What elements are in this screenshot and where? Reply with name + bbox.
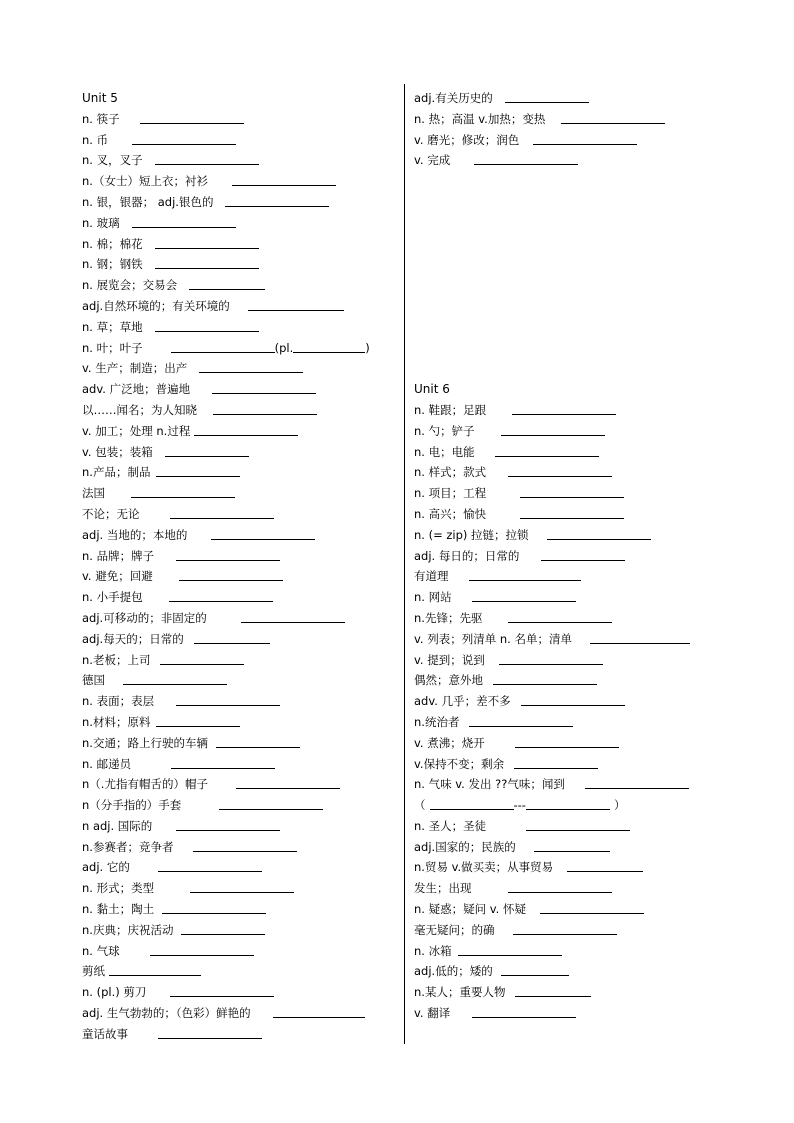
column-divider xyxy=(404,84,405,1044)
vocab-row xyxy=(82,338,398,359)
answer-blank[interactable] xyxy=(189,275,265,290)
answer-blank[interactable] xyxy=(567,857,643,872)
spacer xyxy=(414,171,730,192)
answer-blank[interactable] xyxy=(211,525,315,540)
vocab-prompt: adj.低的；矮的 xyxy=(414,964,493,979)
vocab-prompt: n. 叶；叶子 xyxy=(82,340,143,355)
vocab-row xyxy=(82,961,398,982)
answer-blank[interactable] xyxy=(469,566,581,581)
spacer xyxy=(414,254,730,275)
vocab-prompt: v. 加工；处理 n.过程 xyxy=(82,423,191,438)
spacer xyxy=(414,192,730,213)
vocab-prompt: n. 气味 v. 发出 ??气味；闻到 xyxy=(414,777,565,792)
vocab-row xyxy=(82,504,398,525)
spacer xyxy=(414,213,730,234)
answer-blank[interactable] xyxy=(561,109,665,124)
plural-blank[interactable] xyxy=(293,338,365,353)
answer-blank[interactable] xyxy=(212,379,316,394)
vocab-prompt: adj.每天的；日常的 xyxy=(82,631,184,646)
vocab-row xyxy=(414,462,730,483)
vocab-row xyxy=(82,754,398,775)
vocab-row xyxy=(414,566,730,587)
vocab-row xyxy=(82,421,398,442)
answer-blank[interactable] xyxy=(472,587,576,602)
answer-blank[interactable] xyxy=(193,837,297,852)
vocab-prompt: v. 翻译 xyxy=(414,1006,451,1021)
vocab-row xyxy=(414,795,730,816)
vocab-prompt: n. 筷子 xyxy=(82,111,120,126)
vocab-row xyxy=(414,878,730,899)
vocab-prompt: n. 冰箱 xyxy=(414,943,452,958)
vocab-row xyxy=(82,254,398,275)
vocab-row xyxy=(82,608,398,629)
vocab-row xyxy=(414,421,730,442)
vocab-prompt: n.庆典；庆祝活动 xyxy=(82,922,174,937)
answer-blank[interactable] xyxy=(109,961,201,976)
vocab-row xyxy=(82,837,398,858)
answer-blank[interactable] xyxy=(156,712,240,727)
vocab-prompt: n. 棉；棉花 xyxy=(82,236,143,251)
vocab-row xyxy=(82,109,398,130)
vocab-row xyxy=(82,920,398,941)
vocab-row xyxy=(414,733,730,754)
answer-blank[interactable] xyxy=(590,629,690,644)
answer-blank[interactable] xyxy=(512,400,616,415)
vocab-row xyxy=(414,504,730,525)
answer-blank[interactable] xyxy=(155,254,259,269)
spacer xyxy=(414,234,730,255)
plural-label: (pl. xyxy=(274,340,294,355)
vocab-row xyxy=(414,941,730,962)
vocab-row xyxy=(414,150,730,171)
vocab-row xyxy=(414,774,730,795)
vocab-prompt: n. 形式；类型 xyxy=(82,881,155,896)
vocab-prompt: n. 样式；款式 xyxy=(414,465,487,480)
vocab-prompt: 德国 xyxy=(82,673,105,688)
spacer xyxy=(414,317,730,338)
vocab-prompt: n. 黏土；陶土 xyxy=(82,902,155,917)
vocab-prompt: adj. 每日的；日常的 xyxy=(414,548,520,563)
vocab-prompt: 偶然；意外地 xyxy=(414,673,483,688)
vocab-row xyxy=(82,774,398,795)
vocab-prompt: n.参赛者；竞争者 xyxy=(82,839,174,854)
vocab-row xyxy=(82,982,398,1003)
vocab-prompt: n. 草；草地 xyxy=(82,319,143,334)
answer-blank[interactable] xyxy=(176,816,280,831)
vocab-row xyxy=(82,691,398,712)
vocab-prompt: 童话故事 xyxy=(82,1026,128,1041)
vocab-row xyxy=(414,442,730,463)
answer-blank[interactable] xyxy=(132,213,236,228)
vocab-row xyxy=(82,670,398,691)
answer-blank[interactable] xyxy=(162,899,266,914)
vocab-row xyxy=(414,899,730,920)
spacer xyxy=(414,296,730,317)
vocab-row xyxy=(82,462,398,483)
vocab-prompt: n. 叉，叉子 xyxy=(82,153,143,168)
answer-blank[interactable] xyxy=(171,754,275,769)
vocab-row xyxy=(414,691,730,712)
answer-blank[interactable] xyxy=(508,878,612,893)
vocab-row xyxy=(82,358,398,379)
vocab-row xyxy=(414,754,730,775)
vocab-prompt: adj.可移动的；非固定的 xyxy=(82,610,207,625)
answer-blank[interactable] xyxy=(474,150,578,165)
spacer xyxy=(414,275,730,296)
answer-blank[interactable] xyxy=(232,171,336,186)
vocab-prompt: 不论；无论 xyxy=(82,506,140,521)
vocab-row xyxy=(414,109,730,130)
paren-sep: --- xyxy=(513,798,526,813)
vocab-row xyxy=(414,920,730,941)
answer-blank[interactable] xyxy=(170,504,274,519)
vocab-prompt: n. 项目；工程 xyxy=(414,486,487,501)
plural-close: ) xyxy=(365,340,370,355)
answer-blank[interactable] xyxy=(533,130,637,145)
answer-blank[interactable] xyxy=(520,483,624,498)
vocab-prompt: n.某人；重要人物 xyxy=(414,985,506,1000)
vocab-row xyxy=(82,1003,398,1024)
vocab-row xyxy=(82,213,398,234)
vocab-row xyxy=(82,629,398,650)
vocab-prompt: n（.尤指有帽舌的）帽子 xyxy=(82,777,208,792)
vocab-prompt: n. 气球 xyxy=(82,943,120,958)
vocab-row xyxy=(82,816,398,837)
answer-blank[interactable] xyxy=(150,941,254,956)
vocab-row xyxy=(414,546,730,567)
vocab-prompt: n. 银，银器； adj.银色的 xyxy=(82,194,214,209)
answer-blank[interactable] xyxy=(508,462,612,477)
vocab-row xyxy=(82,317,398,338)
vocab-row xyxy=(82,379,398,400)
vocab-row xyxy=(82,733,398,754)
vocab-row xyxy=(414,130,730,151)
answer-blank[interactable] xyxy=(508,608,612,623)
answer-blank[interactable] xyxy=(469,712,573,727)
vocab-prompt: v. 完成 xyxy=(414,153,451,168)
answer-blank[interactable] xyxy=(495,442,599,457)
vocab-prompt: 以……闻名；为人知晓 xyxy=(82,402,197,417)
answer-blank[interactable] xyxy=(541,546,625,561)
vocab-prompt: v. 避免；回避 xyxy=(82,569,153,584)
vocab-prompt: adj.有关历史的 xyxy=(414,91,493,105)
vocab-row xyxy=(414,712,730,733)
vocab-prompt: adj. 生气勃勃的；（色彩）鲜艳的 xyxy=(82,1006,251,1021)
vocab-row xyxy=(82,587,398,608)
answer-blank[interactable] xyxy=(158,1024,262,1039)
answer-blank[interactable] xyxy=(534,837,610,852)
vocab-prompt: n.老板；上司 xyxy=(82,652,151,667)
vocab-prompt: n. 玻璃 xyxy=(82,215,120,230)
vocab-prompt: n.统治者 xyxy=(414,714,460,729)
vocab-prompt: n. 展览会；交易会 xyxy=(82,278,178,293)
answer-blank[interactable] xyxy=(505,88,589,103)
vocab-row xyxy=(82,795,398,816)
answer-blank[interactable] xyxy=(236,774,340,789)
vocab-row xyxy=(82,525,398,546)
vocab-prompt: n. 热；高温 v.加热；变热 xyxy=(414,111,546,126)
vocab-row xyxy=(414,837,730,858)
vocab-prompt: n.贸易 v.做买卖；从事贸易 xyxy=(414,860,554,875)
vocab-row xyxy=(82,483,398,504)
vocab-prompt: 发生；出现 xyxy=(414,881,472,896)
answer-blank[interactable] xyxy=(540,899,644,914)
vocab-row xyxy=(82,650,398,671)
spacer xyxy=(414,338,730,359)
answer-blank[interactable] xyxy=(526,816,630,831)
unit5-title: Unit 5 xyxy=(82,91,118,105)
vocab-row xyxy=(82,192,398,213)
answer-blank[interactable] xyxy=(472,1003,576,1018)
vocab-row xyxy=(82,857,398,878)
vocab-prompt: adj.国家的；民族的 xyxy=(414,839,516,854)
vocab-prompt: n. 钢；钢铁 xyxy=(82,257,143,272)
answer-blank[interactable] xyxy=(132,130,236,145)
answer-blank[interactable] xyxy=(216,733,300,748)
vocab-row xyxy=(82,1024,398,1045)
vocab-prompt: n. 勺；铲子 xyxy=(414,423,475,438)
answer-blank[interactable] xyxy=(169,587,273,602)
answer-blank[interactable] xyxy=(155,150,259,165)
answer-blank[interactable] xyxy=(160,650,244,665)
left-column xyxy=(82,88,398,1045)
vocab-prompt: v. 磨光；修改；润色 xyxy=(414,132,520,147)
vocab-prompt: adv. 广泛地；普遍地 xyxy=(82,382,191,397)
answer-blank[interactable] xyxy=(155,317,259,332)
vocab-prompt: n.（女士）短上衣；衬衫 xyxy=(82,174,208,189)
vocab-prompt: adj. 它的 xyxy=(82,860,130,875)
vocab-prompt: n. (pl.) 剪刀 xyxy=(82,985,147,1000)
answer-blank[interactable] xyxy=(176,546,280,561)
vocab-prompt: adv. 几乎；差不多 xyxy=(414,694,511,709)
vocab-row xyxy=(414,961,730,982)
vocab-prompt: adj.自然环境的；有关环境的 xyxy=(82,298,230,313)
vocab-prompt: n. 网站 xyxy=(414,590,452,605)
vocab-row xyxy=(82,899,398,920)
vocab-row xyxy=(82,150,398,171)
vocab-row xyxy=(414,650,730,671)
answer-blank[interactable] xyxy=(170,982,274,997)
vocab-prompt: n. 高兴；愉快 xyxy=(414,506,487,521)
answer-blank[interactable] xyxy=(499,650,603,665)
vocab-prompt: n.先锋；先驱 xyxy=(414,610,483,625)
vocab-row xyxy=(82,878,398,899)
answer-blank[interactable] xyxy=(515,733,619,748)
vocab-prompt: v. 生产；制造；出产 xyxy=(82,361,188,376)
vocab-row xyxy=(414,88,730,109)
vocab-prompt: adj. 当地的；本地的 xyxy=(82,527,188,542)
vocab-row xyxy=(414,982,730,1003)
paren-blank-2[interactable] xyxy=(526,795,610,810)
answer-blank[interactable] xyxy=(158,857,262,872)
vocab-prompt: n. 表面；表层 xyxy=(82,694,155,709)
vocab-prompt: n. 邮递员 xyxy=(82,756,132,771)
vocab-row xyxy=(82,400,398,421)
answer-blank[interactable] xyxy=(219,795,323,810)
answer-blank[interactable] xyxy=(514,754,598,769)
vocab-row xyxy=(82,712,398,733)
vocab-row xyxy=(82,234,398,255)
vocab-prompt: v. 煮沸；烧开 xyxy=(414,735,485,750)
answer-blank[interactable] xyxy=(501,961,569,976)
answer-blank[interactable] xyxy=(513,920,617,935)
answer-blank[interactable] xyxy=(179,566,283,581)
answer-blank[interactable] xyxy=(131,483,235,498)
answer-blank[interactable] xyxy=(225,192,329,207)
vocab-row xyxy=(414,1003,730,1024)
vocab-row xyxy=(414,629,730,650)
vocab-prompt: n. 鞋跟；足跟 xyxy=(414,402,487,417)
vocab-row xyxy=(82,130,398,151)
vocab-prompt: n. 电；电能 xyxy=(414,444,475,459)
answer-blank[interactable] xyxy=(155,234,259,249)
vocab-row xyxy=(82,296,398,317)
answer-blank[interactable] xyxy=(140,109,244,124)
vocab-row xyxy=(414,400,730,421)
paren-open: （ xyxy=(414,798,426,813)
answer-blank[interactable] xyxy=(547,525,651,540)
vocab-prompt: 有道理 xyxy=(414,569,449,584)
answer-blank[interactable] xyxy=(199,358,303,373)
answer-blank[interactable] xyxy=(165,442,249,457)
vocab-row xyxy=(82,566,398,587)
vocab-row xyxy=(414,816,730,837)
answer-blank[interactable] xyxy=(521,691,625,706)
vocab-prompt: n adj. 国际的 xyxy=(82,818,153,833)
vocab-prompt: n.交通；路上行驶的车辆 xyxy=(82,735,208,750)
answer-blank[interactable] xyxy=(194,629,270,644)
vocab-prompt: v. 包装；装箱 xyxy=(82,444,153,459)
answer-blank[interactable] xyxy=(520,504,624,519)
vocab-row xyxy=(414,670,730,691)
vocab-row xyxy=(414,525,730,546)
right-column xyxy=(414,88,730,1024)
vocab-prompt: n. 圣人；圣徒 xyxy=(414,818,487,833)
answer-blank[interactable] xyxy=(190,878,294,893)
answer-blank[interactable] xyxy=(493,670,597,685)
vocab-row xyxy=(82,546,398,567)
vocab-prompt: n.产品；制品 xyxy=(82,465,151,480)
vocab-prompt: n. (= zip) 拉链；拉锁 xyxy=(414,527,529,542)
vocab-row xyxy=(414,483,730,504)
answer-blank[interactable] xyxy=(248,296,344,311)
vocab-row xyxy=(82,275,398,296)
answer-blank[interactable] xyxy=(123,670,227,685)
vocab-row xyxy=(82,171,398,192)
unit6-title: Unit 6 xyxy=(414,382,450,397)
vocab-prompt: 剪纸 xyxy=(82,964,105,979)
vocab-prompt: v.保持不变；剩余 xyxy=(414,756,505,771)
vocab-prompt: n（分手指的）手套 xyxy=(82,798,182,813)
vocab-prompt: n. 小手提包 xyxy=(82,590,143,605)
answer-blank[interactable] xyxy=(585,774,689,789)
vocab-prompt: n. 品牌；牌子 xyxy=(82,548,155,563)
answer-blank[interactable] xyxy=(501,421,605,436)
vocab-prompt: n.材料；原料 xyxy=(82,714,151,729)
answer-blank[interactable] xyxy=(194,421,298,436)
vocab-prompt: n. 疑惑；疑问 v. 怀疑 xyxy=(414,902,526,917)
answer-blank[interactable] xyxy=(273,1003,365,1018)
vocab-row xyxy=(414,857,730,878)
vocab-row xyxy=(414,587,730,608)
answer-blank[interactable] xyxy=(156,462,240,477)
answer-blank[interactable] xyxy=(181,920,265,935)
answer-blank[interactable] xyxy=(515,982,591,997)
vocab-prompt: v. 提到；说到 xyxy=(414,652,485,667)
answer-blank[interactable] xyxy=(241,608,345,623)
paren-close: ） xyxy=(613,798,626,813)
vocab-prompt: 毫无疑问；的确 xyxy=(414,922,495,937)
answer-blank[interactable] xyxy=(213,400,317,415)
vocab-prompt: 法国 xyxy=(82,486,105,501)
answer-blank[interactable] xyxy=(171,338,275,353)
vocab-prompt: n. 币 xyxy=(82,132,109,147)
vocab-row xyxy=(414,608,730,629)
spacer xyxy=(414,358,730,379)
paren-blank-1[interactable] xyxy=(430,795,514,810)
vocab-prompt: v. 列表；列清单 n. 名单；清单 xyxy=(414,631,572,646)
answer-blank[interactable] xyxy=(458,941,562,956)
vocab-row xyxy=(82,442,398,463)
answer-blank[interactable] xyxy=(176,691,280,706)
vocab-row xyxy=(82,941,398,962)
